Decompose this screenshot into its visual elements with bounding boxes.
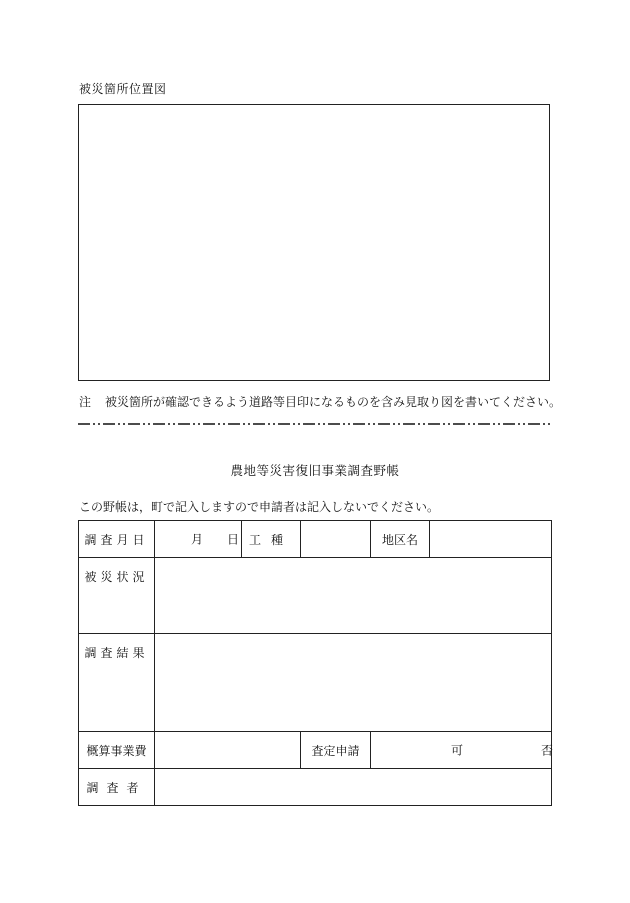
form-instruction: この野帳は，町で記入しますので申請者は記入しないでください。 xyxy=(79,500,440,514)
work-type-field[interactable] xyxy=(301,521,371,558)
district-label: 地区名 xyxy=(371,521,430,558)
note-mark: 注 xyxy=(79,395,92,409)
survey-result-field[interactable] xyxy=(155,634,552,732)
note-text: 被災箇所が確認できるよう道路等目印になるものを含み見取り図を書いてください。 xyxy=(105,395,562,409)
day-label: 日 xyxy=(227,532,240,547)
table-row-approx-cost xyxy=(79,732,552,769)
approx-cost-label: 概算事業費 xyxy=(79,732,155,769)
surveyor-field[interactable] xyxy=(155,769,552,806)
surveyor-label: 調査者 xyxy=(79,769,155,806)
cut-line xyxy=(78,421,551,427)
approve-option[interactable]: 可 xyxy=(451,743,464,758)
table-row-survey-date xyxy=(79,521,552,558)
table-row-damage-status xyxy=(79,558,552,634)
location-map-drawing-area[interactable] xyxy=(78,104,550,381)
location-map-label: 被災箇所位置図 xyxy=(79,82,167,96)
assessment-label: 査定申請 xyxy=(301,732,371,769)
survey-result-label: 調査結果 xyxy=(79,634,155,732)
table-row-survey-result xyxy=(79,634,552,732)
month-label: 月 xyxy=(191,532,204,547)
approx-cost-field[interactable] xyxy=(155,732,301,769)
survey-date-label: 調査月日 xyxy=(79,521,155,558)
assessment-field[interactable] xyxy=(371,732,552,769)
form-title: 農地等災害復旧事業調査野帳 xyxy=(230,463,400,478)
survey-table xyxy=(78,520,552,806)
work-type-label: 工種 xyxy=(242,521,301,558)
damage-status-field[interactable] xyxy=(155,558,552,634)
table-row-surveyor xyxy=(79,769,552,806)
district-field[interactable] xyxy=(430,521,552,558)
reject-option[interactable]: 否 xyxy=(541,743,554,758)
note xyxy=(79,393,561,410)
survey-date-field[interactable] xyxy=(155,521,242,558)
damage-status-label: 被災状況 xyxy=(79,558,155,634)
